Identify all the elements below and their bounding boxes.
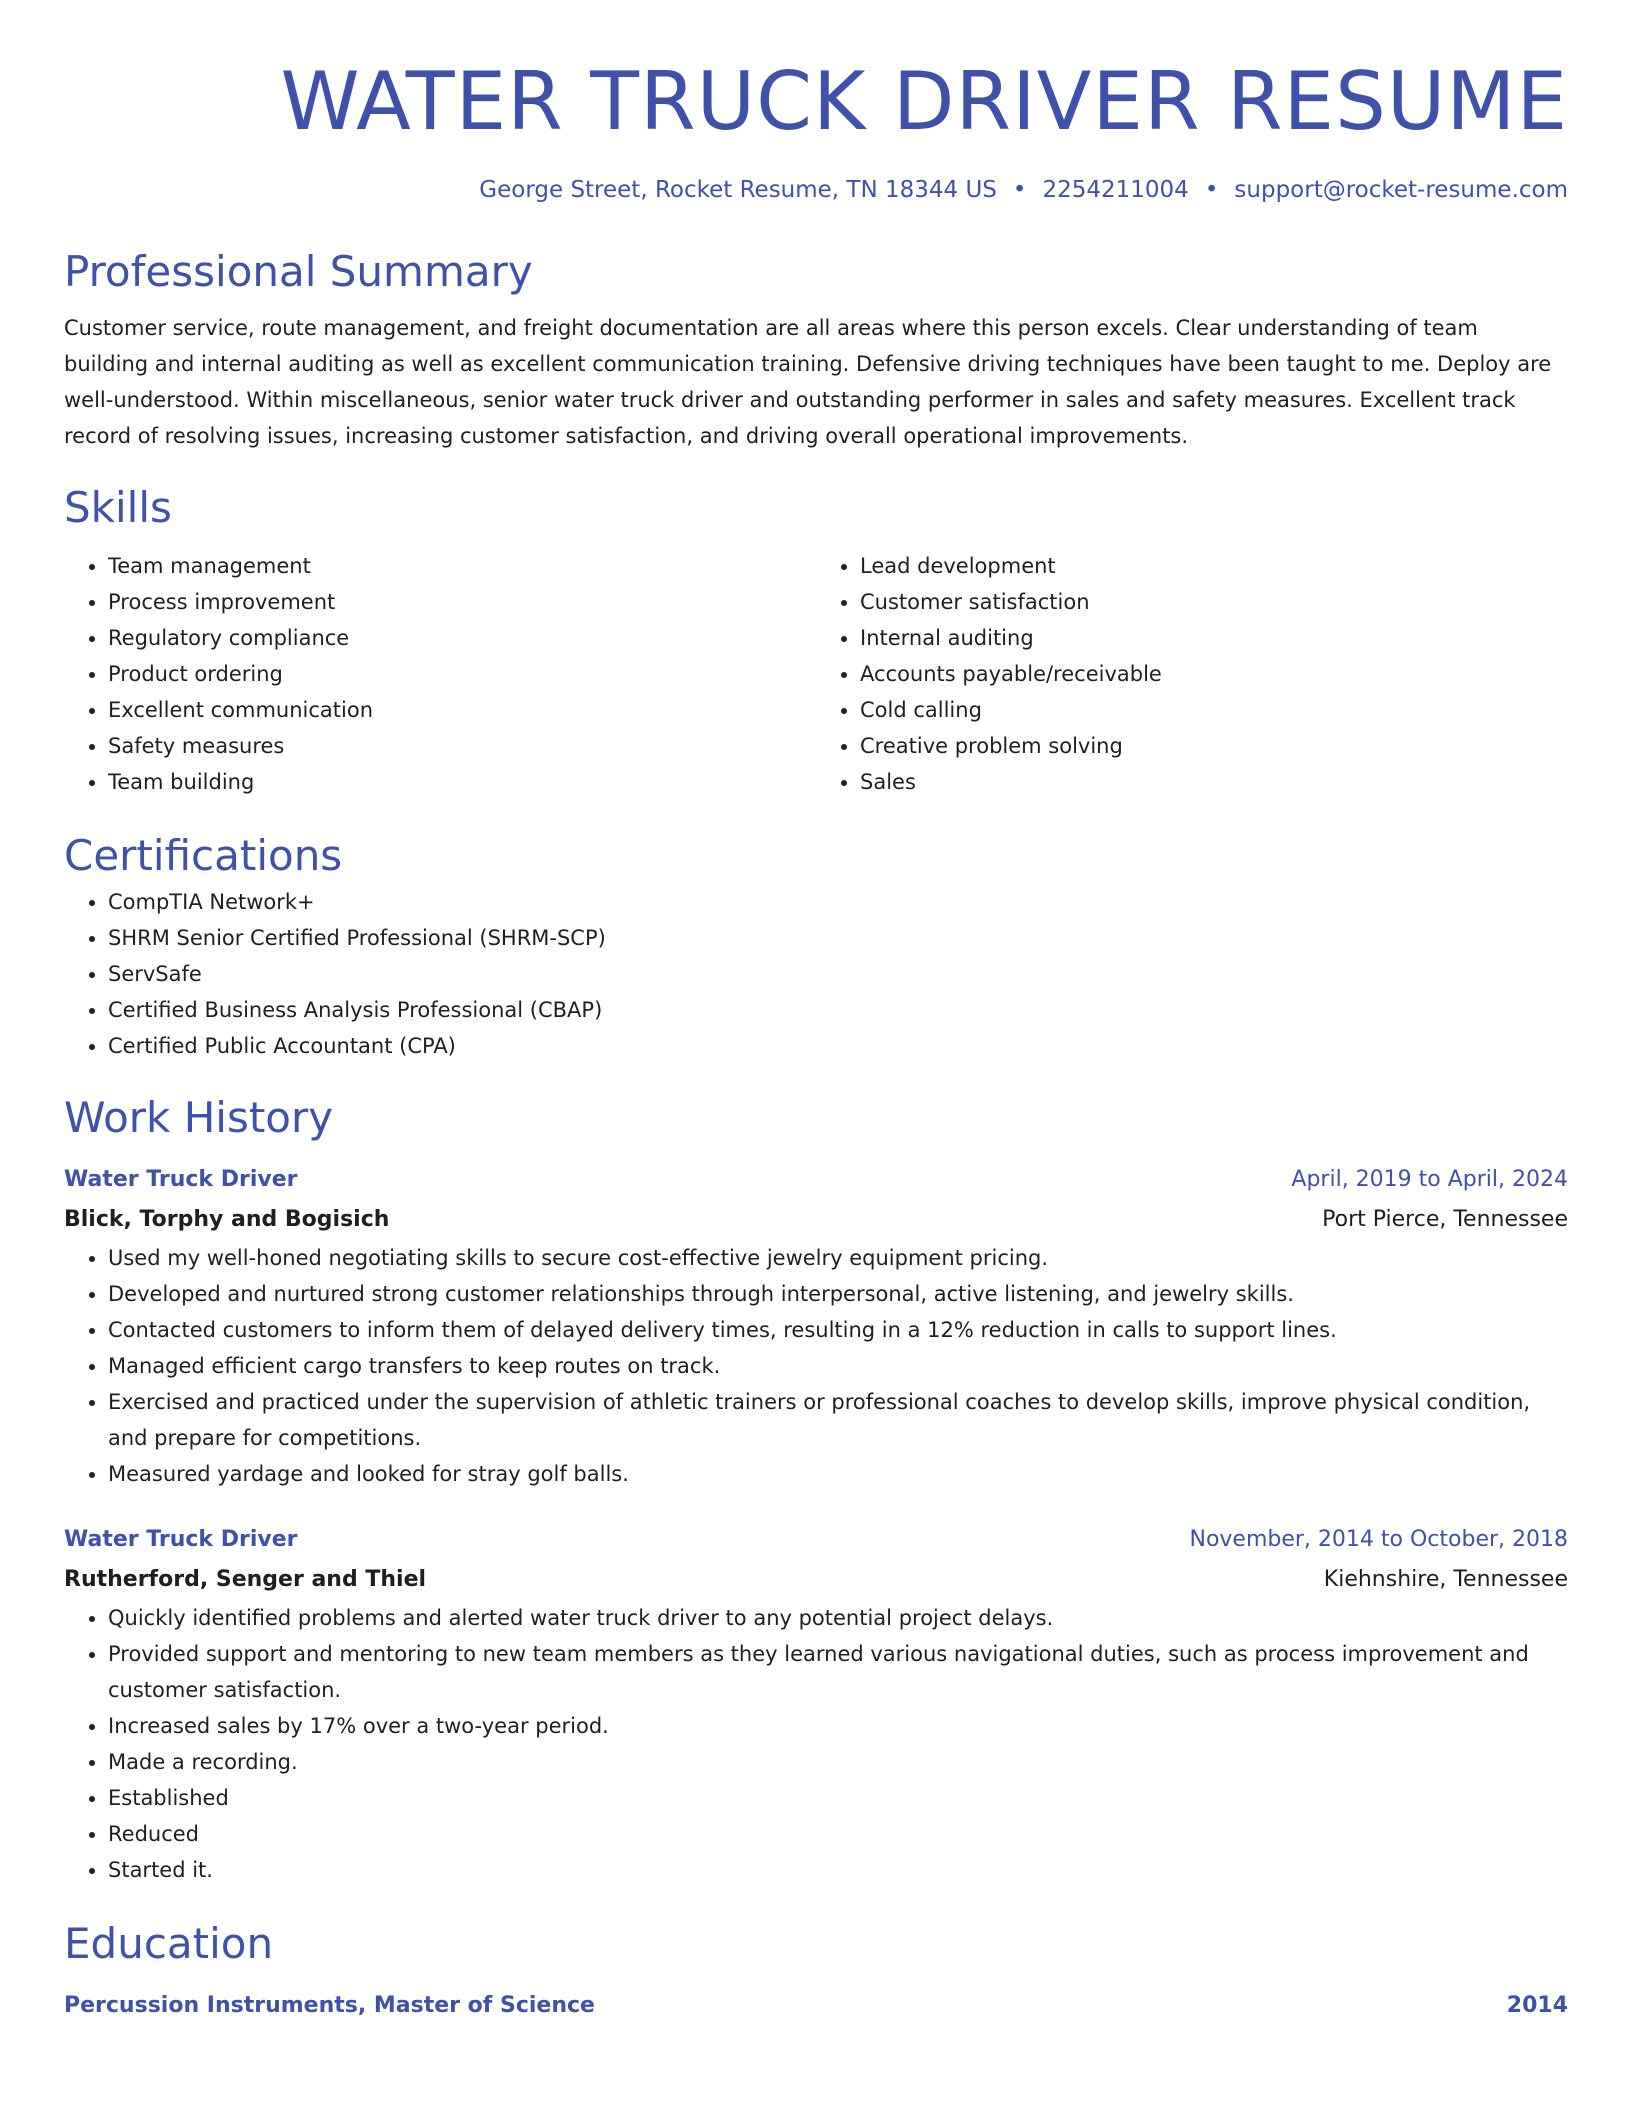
certification-item: • Certified Public Accountant (CPA) — [108, 1028, 1568, 1064]
skill-item: • Regulatory compliance — [108, 620, 816, 656]
job-duty-item: • Managed efficient cargo transfers to keep routes on track. — [108, 1348, 1568, 1384]
certification-item: • CompTIA Network+ — [108, 884, 1568, 920]
job-duty-item: • Used my well-honed negotiating skills to secure cost-effective jewelry equipment pricing. — [108, 1240, 1568, 1276]
job-company-row — [64, 1560, 1568, 1600]
certification-item: • SHRM Senior Certified Professional (SHRM-SCP) — [108, 920, 1568, 956]
job-company: Rutherford, Senger and Thiel — [64, 1567, 427, 1592]
education-degree: Percussion Instruments, Master of Science — [64, 1993, 595, 2018]
job-duty-item: • Contacted customers to inform them of delayed delivery times, resulting in a 12% reduction in calls to support lines. — [108, 1312, 1568, 1348]
contact-separator: • — [1012, 177, 1027, 203]
job-duty-item: • Provided support and mentoring to new team members as they learned various navigational duties, such as process improvement and customer satisfaction. — [108, 1636, 1568, 1708]
skills-column-right — [816, 548, 1568, 800]
job-duty-item: • Made a recording. — [108, 1744, 1568, 1780]
job-company: Blick, Torphy and Bogisich — [64, 1207, 390, 1232]
job-duty-item: • Exercised and practiced under the supervision of athletic trainers or professional coaches to develop skills, improve physical condition, and prepare for competitions. — [108, 1384, 1568, 1456]
contact-separator: • — [1204, 177, 1219, 203]
job-company-row — [64, 1200, 1568, 1240]
certification-item: • Certified Business Analysis Professional (CBAP) — [108, 992, 1568, 1028]
certifications-heading: Certifications — [64, 831, 343, 880]
skills-heading: Skills — [64, 483, 172, 532]
summary-text: Customer service, route management, and freight documentation are all areas where this person excels. Clear understanding of team building and internal auditing as well as excellent communication training. Defensive driving techniques have been taught to me. Deploy are well-understood. Within miscellaneous, senior water truck driver and outstanding performer in sales and safety measures. Excellent track record of resolving issues, increasing customer satisfaction, and driving overall operational improvements. — [64, 316, 1552, 448]
summary-heading: Professional Summary — [64, 247, 533, 296]
skill-item: • Sales — [860, 764, 1568, 800]
education-heading: Education — [64, 1919, 274, 1968]
job-dates: April, 2019 to April, 2024 — [1291, 1167, 1568, 1192]
job-duty-item: • Quickly identified problems and alerted water truck driver to any potential project delays. — [108, 1600, 1568, 1636]
skill-item: • Creative problem solving — [860, 728, 1568, 764]
certification-item: • ServSafe — [108, 956, 1568, 992]
job-title: Water Truck Driver — [64, 1167, 298, 1192]
job-duty-item: • Measured yardage and looked for stray golf balls. — [108, 1456, 1568, 1492]
skills-list-left — [64, 548, 816, 800]
skill-item: • Safety measures — [108, 728, 816, 764]
work-history-heading: Work History — [64, 1093, 334, 1142]
skill-item: • Accounts payable/receivable — [860, 656, 1568, 692]
job-duty-item: • Developed and nurtured strong customer relationships through interpersonal, active listening, and jewelry skills. — [108, 1276, 1568, 1312]
job-location: Port Pierce, Tennessee — [1322, 1207, 1568, 1232]
contact-address: George Street, Rocket Resume, TN 18344 US — [479, 177, 997, 203]
resume-title: WATER TRUCK DRIVER RESUME — [280, 55, 1568, 148]
contact-email: support@rocket-resume.com — [1234, 177, 1568, 203]
certifications-list — [64, 884, 1568, 1064]
job-duty-item: • Increased sales by 17% over a two-year period. — [108, 1708, 1568, 1744]
job-title: Water Truck Driver — [64, 1527, 298, 1552]
skill-item: • Internal auditing — [860, 620, 1568, 656]
job-header-row — [64, 1520, 1568, 1560]
skill-item: • Excellent communication — [108, 692, 816, 728]
job-duty-item: • Reduced — [108, 1816, 1568, 1852]
skill-item: • Process improvement — [108, 584, 816, 620]
contact-line — [64, 174, 1568, 206]
job-location: Kiehnshire, Tennessee — [1323, 1567, 1568, 1592]
skill-item: • Product ordering — [108, 656, 816, 692]
skill-item: • Lead development — [860, 548, 1568, 584]
skills-grid — [64, 548, 1568, 800]
job-entry — [64, 1160, 1568, 1492]
job-duties-list — [64, 1240, 1568, 1492]
job-entry — [64, 1520, 1568, 1888]
skill-item: • Cold calling — [860, 692, 1568, 728]
education-entry — [64, 1986, 1568, 2026]
job-duty-item: • Started it. — [108, 1852, 1568, 1888]
job-header-row — [64, 1160, 1568, 1200]
job-dates: November, 2014 to October, 2018 — [1189, 1527, 1568, 1552]
job-duties-list — [64, 1600, 1568, 1888]
skill-item: • Customer satisfaction — [860, 584, 1568, 620]
skill-item: • Team building — [108, 764, 816, 800]
job-duty-item: • Established — [108, 1780, 1568, 1816]
contact-phone: 2254211004 — [1042, 177, 1189, 203]
skill-item: • Team management — [108, 548, 816, 584]
education-year: 2014 — [1506, 1993, 1568, 2018]
skills-column-left — [64, 548, 816, 800]
skills-list-right — [816, 548, 1568, 800]
